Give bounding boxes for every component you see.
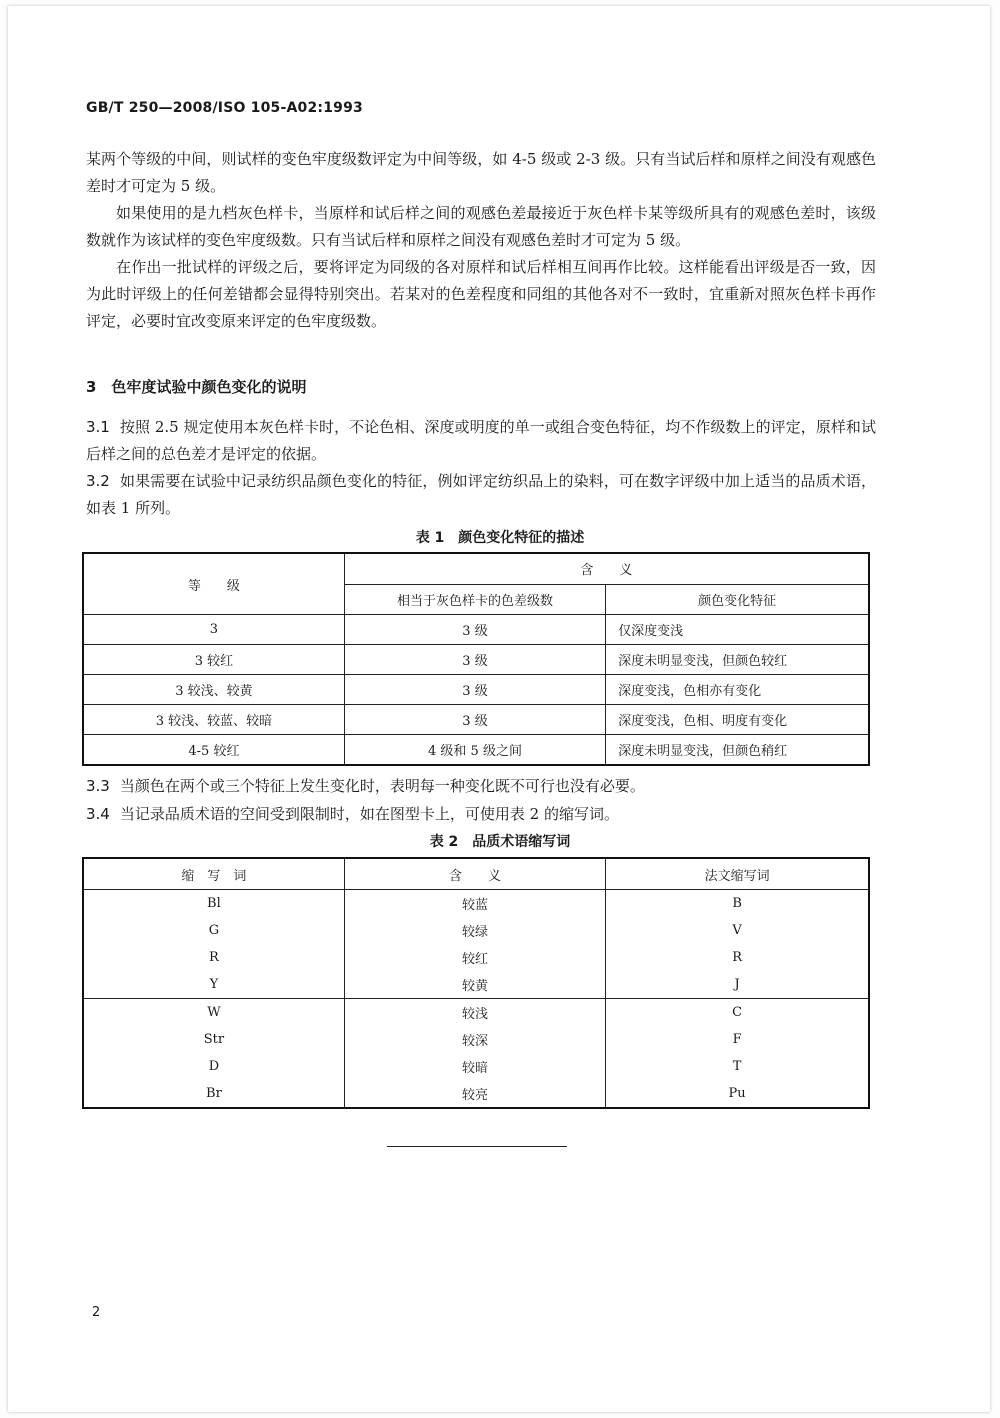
clause-3-4 xyxy=(86,801,876,828)
table-row xyxy=(83,944,869,971)
header-gray-scale-level: 相当于灰色样卡的色差级数 xyxy=(344,584,605,615)
clause-3-2 xyxy=(86,468,876,522)
cell-feature: 仅深度变浅 xyxy=(606,615,869,645)
cell-level: 3 级 xyxy=(344,645,605,675)
cell-french: V xyxy=(606,917,869,944)
cell-french: Pu xyxy=(606,1080,869,1108)
clause-text: 如果需要在试验中记录纺织品颜色变化的特征，例如评定纺织品上的染料，可在数字评级中加上适当的品质术语，如表 1 所列。 xyxy=(86,472,876,517)
cell-french: R xyxy=(606,944,869,971)
table-row xyxy=(83,971,869,999)
table-row xyxy=(83,1080,869,1108)
header-meaning: 含 义 xyxy=(344,553,869,584)
cell-abbreviation: Bl xyxy=(83,890,344,918)
cell-abbreviation: D xyxy=(83,1053,344,1080)
header-french-abbreviation: 法文缩写词 xyxy=(606,858,869,890)
cell-abbreviation: Y xyxy=(83,971,344,999)
clause-number: 3.1 xyxy=(86,418,110,436)
header-change-feature: 颜色变化特征 xyxy=(606,584,869,615)
cell-level: 3 级 xyxy=(344,615,605,645)
table-row xyxy=(83,917,869,944)
table-row xyxy=(83,1026,869,1053)
cell-feature: 深度未明显变浅，但颜色稍红 xyxy=(606,735,869,766)
end-of-document-rule xyxy=(387,1146,567,1147)
table-row xyxy=(83,890,869,918)
standard-number-header: GB/T 250—2008/ISO 105-A02:1993 xyxy=(86,100,363,116)
cell-meaning: 较深 xyxy=(344,1026,605,1053)
body-paragraphs xyxy=(86,146,876,335)
clause-text: 当颜色在两个或三个特征上发生变化时，表明每一种变化既不可行也没有必要。 xyxy=(119,777,645,795)
table-row xyxy=(83,705,869,735)
paragraph-continuation: 某两个等级的中间，则试样的变色牢度级数评定为中间等级，如 4-5 级或 2-3 级。只有当试后样和原样之间没有观感色差时才可定为 5 级。 xyxy=(86,150,876,195)
clause-3-3 xyxy=(86,773,876,800)
table-row xyxy=(83,1053,869,1080)
table-header-row xyxy=(83,553,869,584)
header-grade: 等 级 xyxy=(83,553,344,615)
cell-abbreviation: R xyxy=(83,944,344,971)
paragraph-batch-comparison: 在作出一批试样的评级之后，要将评定为同级的各对原样和试后样相互间再作比较。这样能看出评级是否一致，因为此时评级上的任何差错都会显得特别突出。若某对的色差程度和同组的其他各对不一致时，宜重新对照灰色样卡再作评定，必要时宜改变原来评定的色牢度级数。 xyxy=(86,258,876,330)
cell-french: F xyxy=(606,1026,869,1053)
table-row xyxy=(83,735,869,766)
cell-grade: 3 较浅、较黄 xyxy=(83,675,344,705)
clause-number: 3.4 xyxy=(86,805,110,823)
table-2-caption: 表 2 品质术语缩写词 xyxy=(429,834,571,850)
cell-french: B xyxy=(606,890,869,918)
table-1-caption: 表 1 颜色变化特征的描述 xyxy=(415,530,585,546)
cell-meaning: 较红 xyxy=(344,944,605,971)
cell-abbreviation: G xyxy=(83,917,344,944)
cell-abbreviation: W xyxy=(83,999,344,1027)
cell-grade: 3 xyxy=(83,615,344,645)
paragraph-nine-step-scale: 如果使用的是九档灰色样卡，当原样和试后样之间的观感色差最接近于灰色样卡某等级所具有的观感色差时，该级数就作为该试样的变色牢度级数。只有当试后样和原样之间没有观感色差时才可定为 5 级。 xyxy=(86,204,876,249)
header-meaning: 含 义 xyxy=(344,858,605,890)
cell-meaning: 较暗 xyxy=(344,1053,605,1080)
cell-french: J xyxy=(606,971,869,999)
table-2-abbreviations xyxy=(82,857,870,1109)
cell-meaning: 较浅 xyxy=(344,999,605,1027)
page-number: 2 xyxy=(92,1305,101,1320)
table-1-color-change xyxy=(82,552,870,766)
table-row xyxy=(83,615,869,645)
cell-feature: 深度变浅，色相亦有变化 xyxy=(606,675,869,705)
clause-number: 3.2 xyxy=(86,472,110,490)
cell-meaning: 较黄 xyxy=(344,971,605,999)
table-row xyxy=(83,999,869,1027)
table-row xyxy=(83,645,869,675)
cell-meaning: 较绿 xyxy=(344,917,605,944)
cell-abbreviation: Br xyxy=(83,1080,344,1108)
clause-text: 当记录品质术语的空间受到限制时，如在图型卡上，可使用表 2 的缩写词。 xyxy=(119,805,619,823)
table-header-row xyxy=(83,858,869,890)
cell-level: 3 级 xyxy=(344,705,605,735)
clause-number: 3.3 xyxy=(86,777,110,795)
cell-meaning: 较亮 xyxy=(344,1080,605,1108)
cell-french: C xyxy=(606,999,869,1027)
cell-french: T xyxy=(606,1053,869,1080)
cell-level: 4 级和 5 级之间 xyxy=(344,735,605,766)
cell-abbreviation: Str xyxy=(83,1026,344,1053)
cell-grade: 4-5 较红 xyxy=(83,735,344,766)
cell-feature: 深度变浅，色相、明度有变化 xyxy=(606,705,869,735)
section-3-heading: 3 色牢度试验中颜色变化的说明 xyxy=(86,378,307,396)
header-abbreviation: 缩 写 词 xyxy=(83,858,344,890)
cell-meaning: 较蓝 xyxy=(344,890,605,918)
cell-grade: 3 较红 xyxy=(83,645,344,675)
table-row xyxy=(83,675,869,705)
cell-feature: 深度未明显变浅，但颜色较红 xyxy=(606,645,869,675)
cell-grade: 3 较浅、较蓝、较暗 xyxy=(83,705,344,735)
clause-3-1 xyxy=(86,414,876,468)
clause-text: 按照 2.5 规定使用本灰色样卡时，不论色相、深度或明度的单一或组合变色特征，均不作级数上的评定，原样和试后样之间的总色差才是评定的依据。 xyxy=(86,418,876,463)
cell-level: 3 级 xyxy=(344,675,605,705)
